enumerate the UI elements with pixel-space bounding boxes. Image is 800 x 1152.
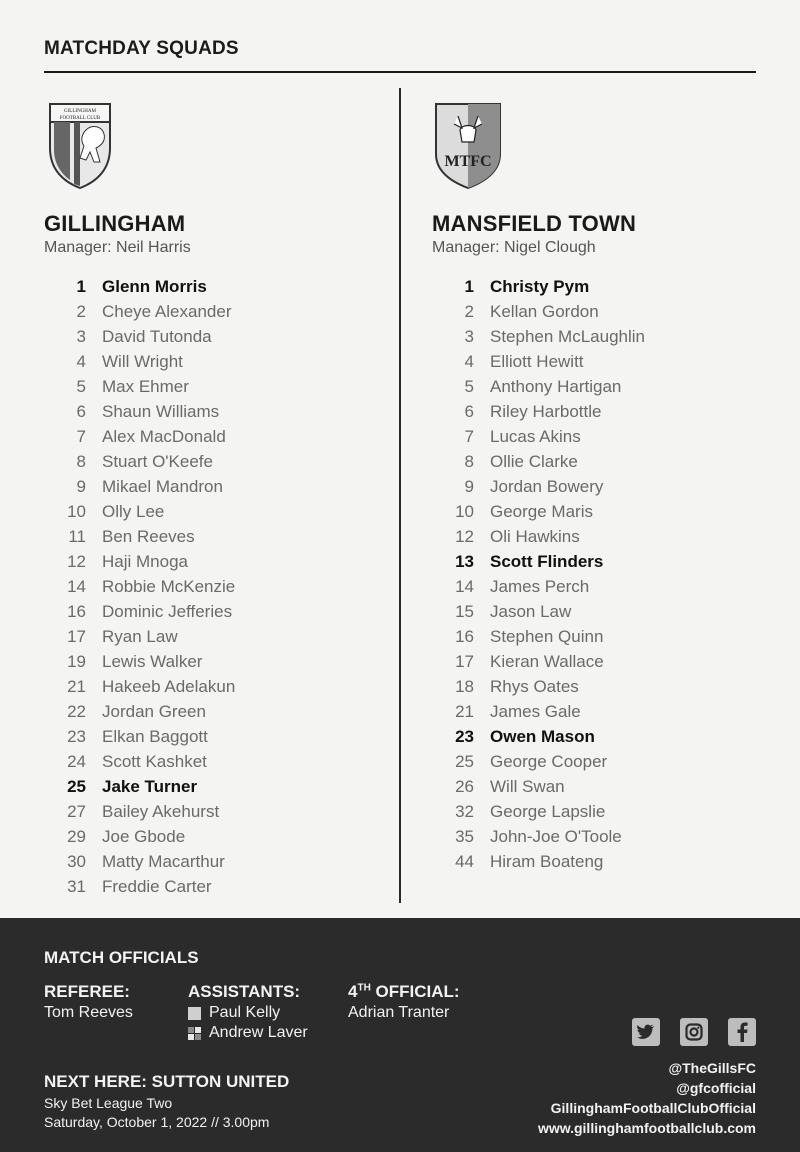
player-number: 5 bbox=[464, 376, 474, 396]
player-name: Owen Mason bbox=[490, 726, 595, 746]
player-name: Lewis Walker bbox=[102, 651, 203, 671]
next-match-datetime: Saturday, October 1, 2022 // 3.00pm bbox=[44, 1114, 270, 1130]
player-name: Olly Lee bbox=[102, 501, 165, 521]
player-row bbox=[44, 449, 384, 474]
player-number: 10 bbox=[455, 501, 474, 521]
column-divider bbox=[399, 88, 401, 903]
player-row bbox=[44, 274, 384, 299]
player-number: 3 bbox=[464, 326, 474, 346]
player-name: Hiram Boateng bbox=[490, 851, 604, 871]
player-name: Jake Turner bbox=[102, 776, 198, 796]
referee-name: Tom Reeves bbox=[44, 1004, 133, 1021]
player-number: 21 bbox=[455, 701, 474, 721]
player-row bbox=[432, 474, 772, 499]
player-row bbox=[44, 299, 384, 324]
player-number: 25 bbox=[67, 776, 86, 796]
player-name: Bailey Akehurst bbox=[102, 801, 220, 821]
away-team-name: MANSFIELD TOWN bbox=[432, 211, 637, 236]
mansfield-crest-icon bbox=[432, 100, 504, 190]
player-row bbox=[432, 724, 772, 749]
player-name: George Cooper bbox=[490, 751, 608, 771]
player-number: 11 bbox=[68, 526, 86, 546]
player-number: 29 bbox=[67, 826, 86, 846]
player-row bbox=[44, 549, 384, 574]
player-number: 3 bbox=[76, 326, 86, 346]
player-name: John-Joe O'Toole bbox=[490, 826, 622, 846]
player-name: Christy Pym bbox=[490, 276, 590, 296]
player-name: James Gale bbox=[490, 701, 581, 721]
next-match-heading: NEXT HERE: SUTTON UNITED bbox=[44, 1072, 290, 1091]
player-row bbox=[44, 524, 384, 549]
player-row bbox=[44, 649, 384, 674]
social-handles bbox=[538, 1058, 756, 1138]
svg-text:MTFC: MTFC bbox=[444, 153, 492, 170]
player-number: 2 bbox=[464, 301, 474, 321]
player-name: Will Wright bbox=[102, 351, 183, 371]
player-number: 8 bbox=[464, 451, 474, 471]
away-manager: Manager: Nigel Clough bbox=[432, 239, 596, 256]
fourth-official-name: Adrian Tranter bbox=[348, 1004, 450, 1021]
player-number: 17 bbox=[455, 651, 474, 671]
home-manager: Manager: Neil Harris bbox=[44, 239, 191, 256]
player-number: 32 bbox=[455, 801, 474, 821]
player-name: George Maris bbox=[490, 501, 593, 521]
player-row bbox=[44, 699, 384, 724]
player-number: 1 bbox=[464, 276, 474, 296]
player-row bbox=[44, 774, 384, 799]
title-rule bbox=[44, 71, 756, 73]
player-name: Dominic Jefferies bbox=[102, 601, 233, 621]
svg-text:GILLINGHAM: GILLINGHAM bbox=[64, 109, 96, 114]
player-number: 12 bbox=[67, 551, 86, 571]
player-number: 14 bbox=[455, 576, 474, 596]
player-number: 10 bbox=[67, 501, 86, 521]
player-row bbox=[432, 449, 772, 474]
player-row bbox=[44, 824, 384, 849]
player-row bbox=[44, 599, 384, 624]
instagram-handle[interactable]: @gfcofficial bbox=[676, 1080, 756, 1096]
player-row bbox=[432, 524, 772, 549]
player-name: Glenn Morris bbox=[102, 276, 207, 296]
gillingham-crest-icon bbox=[44, 100, 116, 190]
player-name: Ben Reeves bbox=[102, 526, 195, 546]
player-name: Stephen McLaughlin bbox=[490, 326, 646, 346]
player-row bbox=[44, 749, 384, 774]
player-name: David Tutonda bbox=[102, 326, 212, 346]
instagram-icon[interactable] bbox=[680, 1018, 708, 1046]
player-name: Matty Macarthur bbox=[102, 851, 225, 871]
player-number: 23 bbox=[67, 726, 86, 746]
player-number: 27 bbox=[67, 801, 86, 821]
player-row bbox=[44, 849, 384, 874]
website-link[interactable]: www.gillinghamfootballclub.com bbox=[537, 1120, 756, 1136]
page-title: MATCHDAY SQUADS bbox=[44, 38, 239, 59]
social-icons bbox=[632, 1018, 756, 1046]
player-number: 23 bbox=[455, 726, 474, 746]
player-number: 44 bbox=[455, 851, 474, 871]
checkered-flag-icon bbox=[188, 1027, 201, 1040]
player-name: Anthony Hartigan bbox=[490, 376, 622, 396]
player-row bbox=[44, 574, 384, 599]
player-row bbox=[432, 274, 772, 299]
player-number: 5 bbox=[76, 376, 86, 396]
player-name: Stuart O'Keefe bbox=[102, 451, 213, 471]
player-number: 16 bbox=[455, 626, 474, 646]
player-name: Max Ehmer bbox=[102, 376, 189, 396]
home-squad-list bbox=[44, 274, 384, 899]
assistant-item bbox=[188, 1004, 308, 1022]
assistants-block bbox=[188, 982, 308, 1042]
player-name: Joe Gbode bbox=[102, 826, 186, 846]
player-name: Jordan Bowery bbox=[490, 476, 604, 496]
player-name: Kellan Gordon bbox=[490, 301, 599, 321]
player-name: Kieran Wallace bbox=[490, 651, 604, 671]
player-number: 35 bbox=[455, 826, 474, 846]
player-name: Jason Law bbox=[490, 601, 572, 621]
player-row bbox=[432, 324, 772, 349]
player-number: 21 bbox=[67, 676, 86, 696]
player-row bbox=[44, 874, 384, 899]
svg-text:FOOTBALL CLUB: FOOTBALL CLUB bbox=[59, 116, 101, 121]
player-number: 2 bbox=[76, 301, 86, 321]
player-row bbox=[432, 349, 772, 374]
assistant-name: Andrew Laver bbox=[209, 1024, 308, 1041]
player-number: 8 bbox=[76, 451, 86, 471]
player-name: Alex MacDonald bbox=[102, 426, 226, 446]
referee-block bbox=[44, 982, 133, 1022]
player-row bbox=[432, 299, 772, 324]
player-row bbox=[44, 374, 384, 399]
player-number: 22 bbox=[67, 701, 86, 721]
player-number: 16 bbox=[67, 601, 86, 621]
player-number: 13 bbox=[455, 551, 474, 571]
player-name: Cheye Alexander bbox=[102, 301, 232, 321]
player-row bbox=[432, 749, 772, 774]
player-number: 12 bbox=[455, 526, 474, 546]
player-name: Mikael Mandron bbox=[102, 476, 223, 496]
player-row bbox=[44, 474, 384, 499]
away-team-column bbox=[432, 100, 772, 874]
officials-heading: MATCH OFFICIALS bbox=[44, 948, 199, 967]
fourth-label-number: 4 bbox=[348, 982, 358, 1001]
fourth-label-text: OFFICIAL: bbox=[370, 982, 460, 1001]
player-name: George Lapslie bbox=[490, 801, 606, 821]
player-number: 6 bbox=[76, 401, 86, 421]
player-row bbox=[432, 649, 772, 674]
next-match-block bbox=[44, 1072, 289, 1130]
player-number: 18 bbox=[455, 676, 474, 696]
referee-label: REFEREE: bbox=[44, 982, 130, 1001]
player-number: 1 bbox=[76, 276, 86, 296]
player-row bbox=[432, 824, 772, 849]
player-name: Elkan Baggott bbox=[102, 726, 208, 746]
fourth-label-sup: TH bbox=[357, 982, 371, 994]
player-number: 30 bbox=[67, 851, 86, 871]
player-name: Stephen Quinn bbox=[490, 626, 604, 646]
player-row bbox=[432, 849, 772, 874]
footer-panel bbox=[0, 918, 800, 1152]
player-row bbox=[44, 424, 384, 449]
player-row bbox=[432, 799, 772, 824]
player-name: Ollie Clarke bbox=[490, 451, 578, 471]
player-name: Lucas Akins bbox=[490, 426, 581, 446]
player-name: Ryan Law bbox=[102, 626, 178, 646]
twitter-icon[interactable] bbox=[632, 1018, 660, 1046]
player-name: Oli Hawkins bbox=[490, 526, 580, 546]
twitter-handle[interactable]: @TheGillsFC bbox=[668, 1060, 756, 1076]
player-number: 9 bbox=[464, 476, 474, 496]
next-match-competition: Sky Bet League Two bbox=[44, 1095, 173, 1111]
player-name: Riley Harbottle bbox=[490, 401, 602, 421]
player-row bbox=[44, 399, 384, 424]
player-name: Freddie Carter bbox=[102, 876, 212, 896]
assistants-label: ASSISTANTS: bbox=[188, 982, 301, 1001]
player-row bbox=[44, 349, 384, 374]
player-number: 4 bbox=[76, 351, 86, 371]
player-row bbox=[44, 624, 384, 649]
solid-flag-icon bbox=[188, 1007, 201, 1020]
assistant-item bbox=[188, 1024, 308, 1042]
player-row bbox=[432, 549, 772, 574]
player-row bbox=[44, 674, 384, 699]
home-team-name: GILLINGHAM bbox=[44, 211, 186, 236]
player-name: Rhys Oates bbox=[490, 676, 579, 696]
player-name: James Perch bbox=[490, 576, 590, 596]
player-name: Hakeeb Adelakun bbox=[102, 676, 236, 696]
assistant-name: Paul Kelly bbox=[209, 1004, 281, 1021]
player-name: Haji Mnoga bbox=[102, 551, 188, 571]
player-row bbox=[432, 774, 772, 799]
player-row bbox=[432, 574, 772, 599]
away-squad-list bbox=[432, 274, 772, 874]
player-row bbox=[432, 424, 772, 449]
player-row bbox=[432, 699, 772, 724]
player-row bbox=[44, 799, 384, 824]
fourth-official-label bbox=[348, 982, 460, 1002]
player-name: Jordan Green bbox=[102, 701, 206, 721]
fourth-official-block bbox=[348, 982, 460, 1022]
player-name: Robbie McKenzie bbox=[102, 576, 236, 596]
player-name: Elliott Hewitt bbox=[490, 351, 584, 371]
player-row bbox=[432, 599, 772, 624]
player-name: Scott Kashket bbox=[102, 751, 207, 771]
player-number: 7 bbox=[76, 426, 86, 446]
player-number: 31 bbox=[67, 876, 86, 896]
player-row bbox=[432, 674, 772, 699]
player-row bbox=[432, 374, 772, 399]
player-number: 17 bbox=[67, 626, 86, 646]
player-number: 14 bbox=[67, 576, 86, 596]
facebook-icon[interactable] bbox=[728, 1018, 756, 1046]
player-number: 25 bbox=[455, 751, 474, 771]
player-number: 26 bbox=[455, 776, 474, 796]
player-number: 7 bbox=[464, 426, 474, 446]
player-row bbox=[44, 499, 384, 524]
player-row bbox=[44, 724, 384, 749]
player-name: Will Swan bbox=[490, 776, 565, 796]
home-team-column bbox=[44, 100, 384, 899]
player-number: 19 bbox=[67, 651, 86, 671]
player-number: 6 bbox=[464, 401, 474, 421]
player-number: 24 bbox=[67, 751, 86, 771]
player-row bbox=[432, 624, 772, 649]
player-name: Scott Flinders bbox=[490, 551, 604, 571]
player-row bbox=[44, 324, 384, 349]
player-name: Shaun Williams bbox=[102, 401, 220, 421]
player-number: 15 bbox=[455, 601, 474, 621]
player-number: 9 bbox=[76, 476, 86, 496]
player-row bbox=[432, 499, 772, 524]
facebook-handle[interactable]: GillinghamFootballClubOfficial bbox=[550, 1100, 756, 1116]
player-number: 4 bbox=[464, 351, 474, 371]
player-row bbox=[432, 399, 772, 424]
